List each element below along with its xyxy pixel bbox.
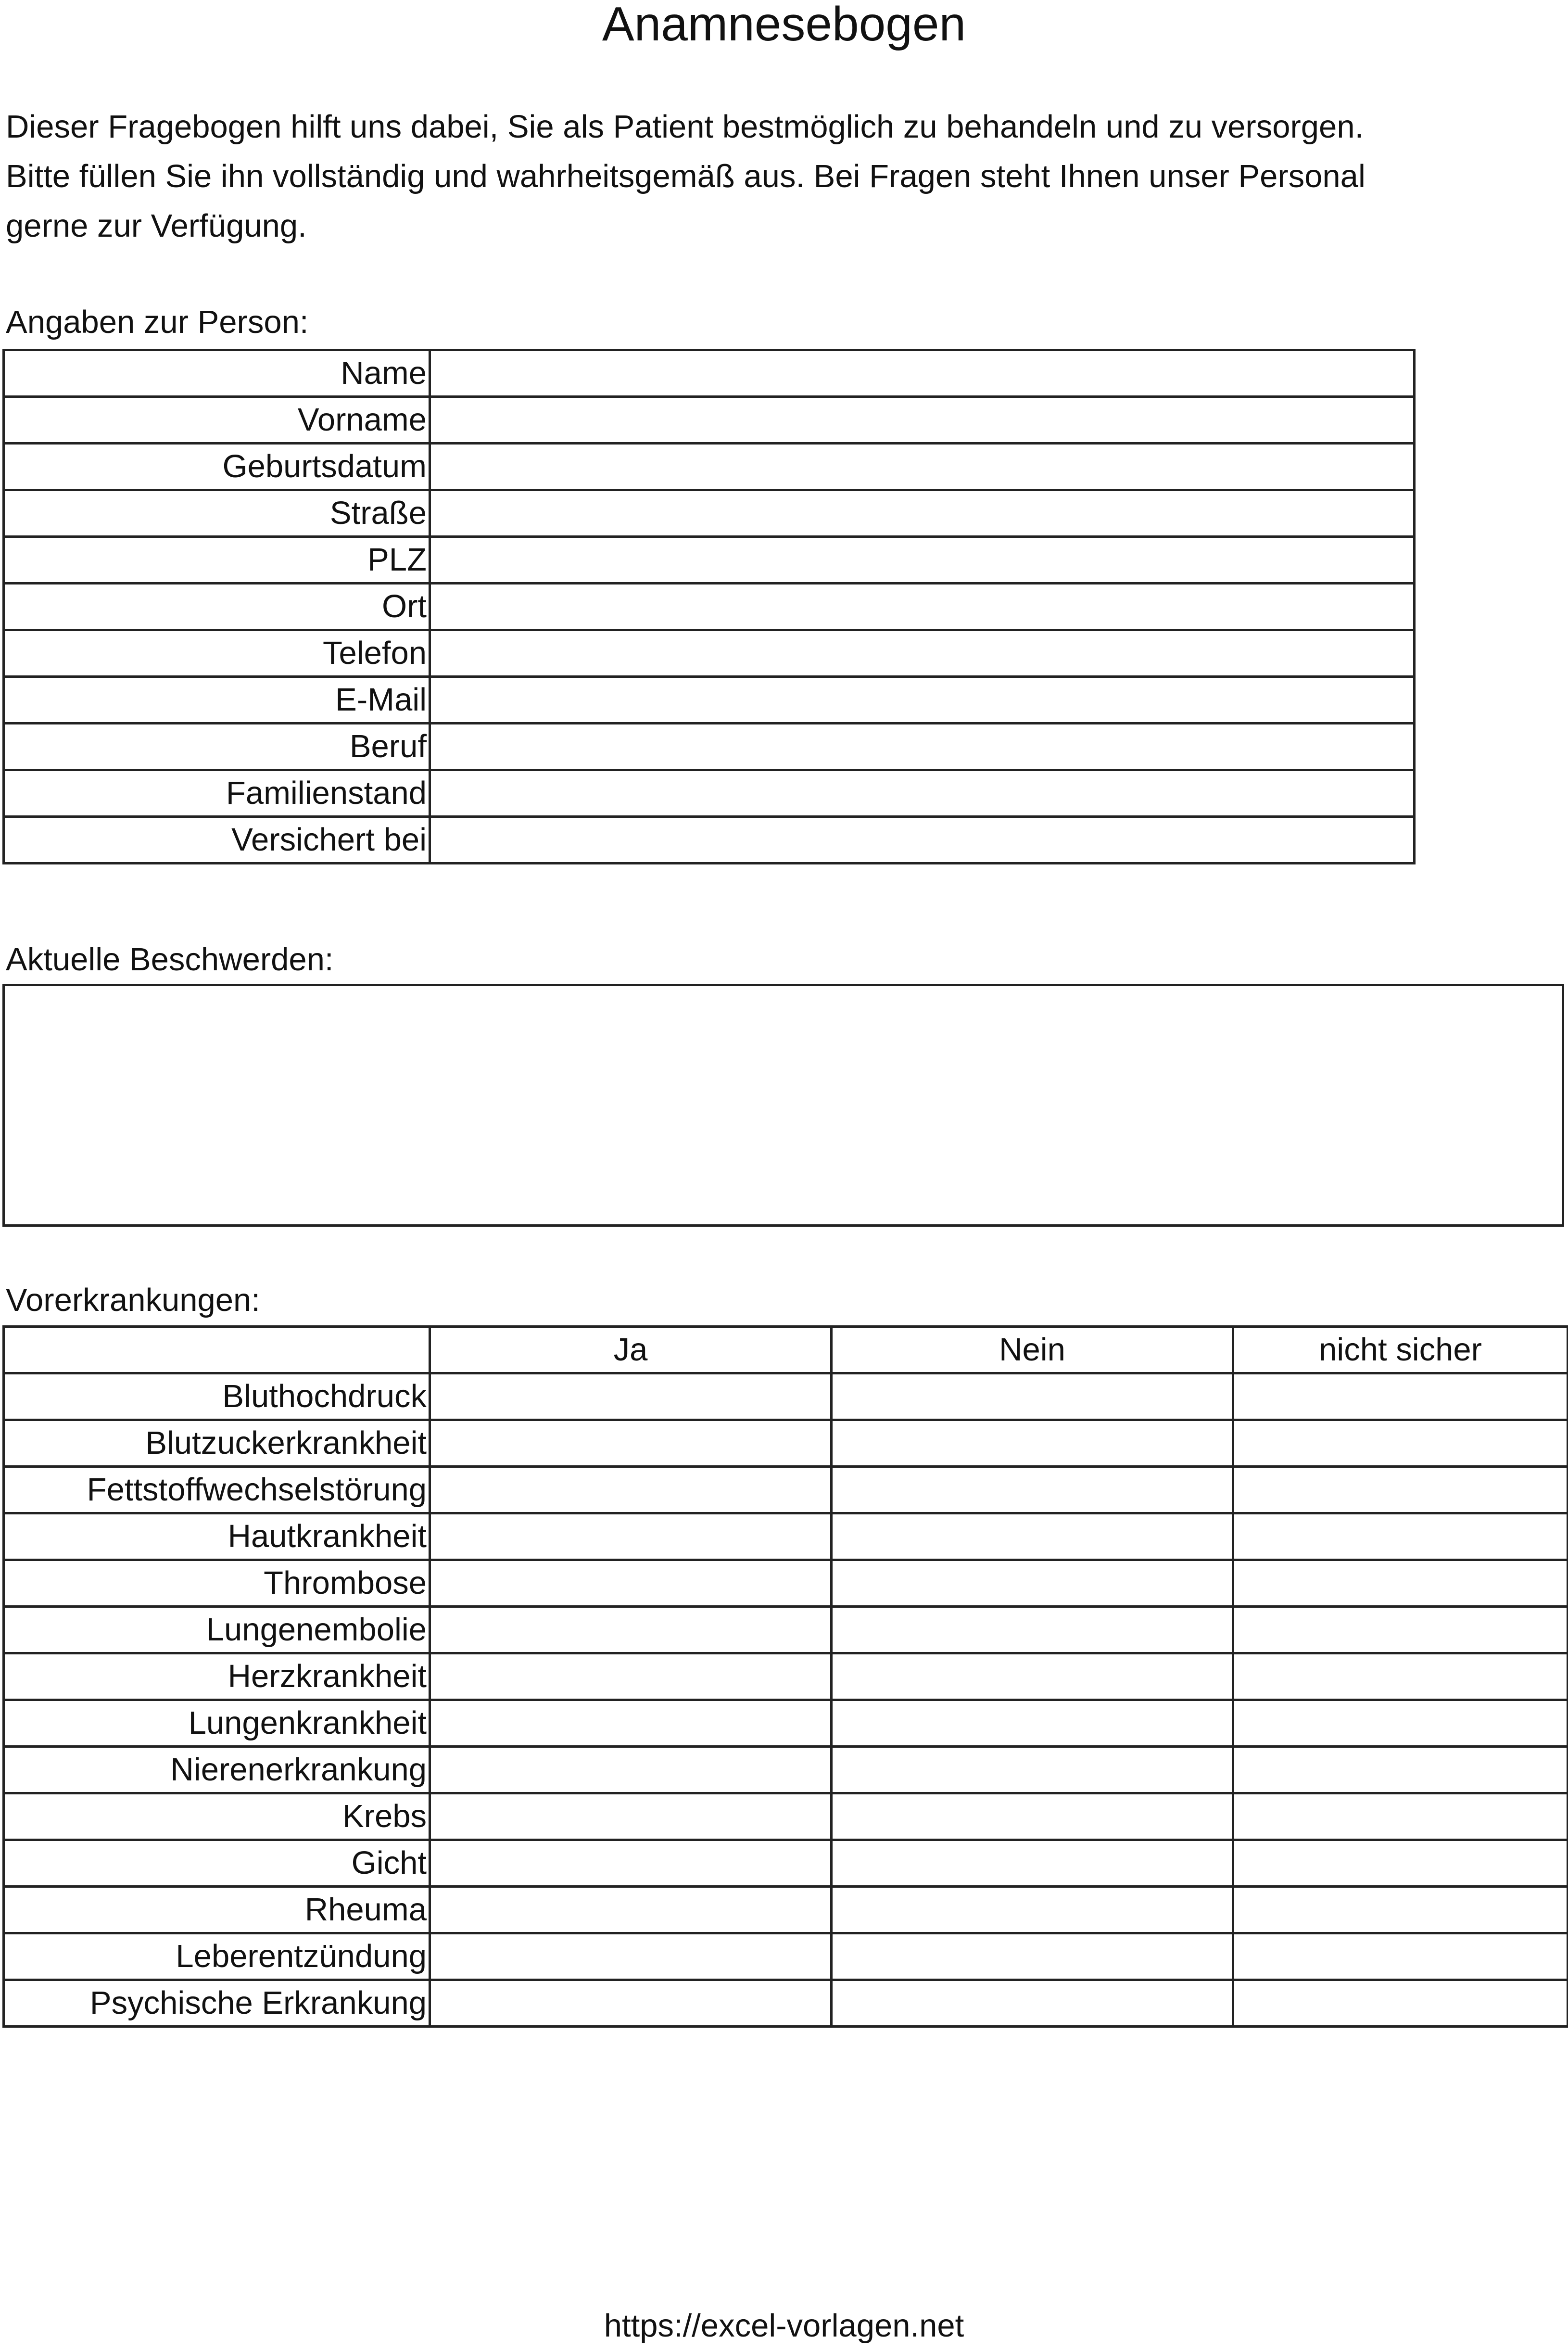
field-label: E-Mail bbox=[4, 677, 430, 724]
field-label: Vorname bbox=[4, 397, 430, 444]
answer-cell[interactable] bbox=[430, 1560, 832, 1607]
answer-cell[interactable] bbox=[1233, 1700, 1568, 1747]
answer-cell[interactable] bbox=[1233, 1933, 1568, 1980]
answer-cell[interactable] bbox=[1233, 1513, 1568, 1560]
personal-row bbox=[4, 817, 1415, 864]
conditions-header-row bbox=[4, 1327, 1568, 1373]
field-input[interactable] bbox=[430, 537, 1415, 584]
personal-row bbox=[4, 724, 1415, 770]
answer-cell[interactable] bbox=[430, 1840, 832, 1887]
answer-cell[interactable] bbox=[832, 1653, 1233, 1700]
condition-label: Herzkrankheit bbox=[4, 1653, 430, 1700]
conditions-section-heading: Vorerkrankungen: bbox=[6, 1282, 260, 1318]
field-label: Name bbox=[4, 350, 430, 397]
personal-row bbox=[4, 490, 1415, 537]
answer-cell[interactable] bbox=[430, 1373, 832, 1420]
field-input[interactable] bbox=[430, 770, 1415, 817]
personal-section-heading: Angaben zur Person: bbox=[6, 304, 309, 340]
field-label: Familienstand bbox=[4, 770, 430, 817]
personal-row bbox=[4, 677, 1415, 724]
condition-row bbox=[4, 1607, 1568, 1653]
condition-label: Lungenembolie bbox=[4, 1607, 430, 1653]
answer-cell[interactable] bbox=[832, 1933, 1233, 1980]
personal-row bbox=[4, 444, 1415, 490]
condition-label: Leberentzündung bbox=[4, 1933, 430, 1980]
answer-cell[interactable] bbox=[1233, 1887, 1568, 1933]
condition-label: Gicht bbox=[4, 1840, 430, 1887]
personal-row bbox=[4, 350, 1415, 397]
field-input[interactable] bbox=[430, 817, 1415, 864]
condition-row bbox=[4, 1747, 1568, 1793]
answer-cell[interactable] bbox=[832, 1700, 1233, 1747]
condition-label: Hautkrankheit bbox=[4, 1513, 430, 1560]
personal-info-table bbox=[2, 349, 1416, 864]
answer-cell[interactable] bbox=[1233, 1607, 1568, 1653]
condition-row bbox=[4, 1980, 1568, 2027]
condition-row bbox=[4, 1373, 1568, 1420]
field-input[interactable] bbox=[430, 677, 1415, 724]
answer-cell[interactable] bbox=[832, 1793, 1233, 1840]
answer-cell[interactable] bbox=[832, 1560, 1233, 1607]
condition-label: Psychische Erkrankung bbox=[4, 1980, 430, 2027]
answer-cell[interactable] bbox=[430, 1747, 832, 1793]
condition-label: Lungenkrankheit bbox=[4, 1700, 430, 1747]
condition-label: Rheuma bbox=[4, 1887, 430, 1933]
answer-cell[interactable] bbox=[1233, 1793, 1568, 1840]
personal-row bbox=[4, 770, 1415, 817]
condition-row bbox=[4, 1420, 1568, 1467]
field-input[interactable] bbox=[430, 724, 1415, 770]
answer-cell[interactable] bbox=[832, 1887, 1233, 1933]
field-input[interactable] bbox=[430, 397, 1415, 444]
column-header: nicht sicher bbox=[1233, 1327, 1568, 1373]
field-input[interactable] bbox=[430, 584, 1415, 630]
field-input[interactable] bbox=[430, 444, 1415, 490]
field-label: PLZ bbox=[4, 537, 430, 584]
answer-cell[interactable] bbox=[430, 1933, 832, 1980]
answer-cell[interactable] bbox=[430, 1607, 832, 1653]
answer-cell[interactable] bbox=[832, 1373, 1233, 1420]
condition-label: Thrombose bbox=[4, 1560, 430, 1607]
field-input[interactable] bbox=[430, 490, 1415, 537]
answer-cell[interactable] bbox=[1233, 1980, 1568, 2027]
condition-row bbox=[4, 1560, 1568, 1607]
conditions-table bbox=[2, 1325, 1568, 2028]
condition-row bbox=[4, 1653, 1568, 1700]
answer-cell[interactable] bbox=[832, 1747, 1233, 1793]
field-label: Geburtsdatum bbox=[4, 444, 430, 490]
condition-row bbox=[4, 1793, 1568, 1840]
complaints-section-heading: Aktuelle Beschwerden: bbox=[6, 941, 334, 978]
column-header: Nein bbox=[832, 1327, 1233, 1373]
answer-cell[interactable] bbox=[1233, 1653, 1568, 1700]
condition-label: Nierenerkrankung bbox=[4, 1747, 430, 1793]
answer-cell[interactable] bbox=[832, 1467, 1233, 1513]
answer-cell[interactable] bbox=[832, 1980, 1233, 2027]
field-input[interactable] bbox=[430, 350, 1415, 397]
condition-row bbox=[4, 1513, 1568, 1560]
field-label: Telefon bbox=[4, 630, 430, 677]
answer-cell[interactable] bbox=[430, 1700, 832, 1747]
condition-row bbox=[4, 1700, 1568, 1747]
personal-row bbox=[4, 537, 1415, 584]
condition-label: Blutzuckerkrankheit bbox=[4, 1420, 430, 1467]
field-label: Versichert bei bbox=[4, 817, 430, 864]
answer-cell[interactable] bbox=[430, 1980, 832, 2027]
condition-row bbox=[4, 1933, 1568, 1980]
answer-cell[interactable] bbox=[1233, 1373, 1568, 1420]
answer-cell[interactable] bbox=[832, 1420, 1233, 1467]
header-corner-cell bbox=[4, 1327, 430, 1373]
condition-row bbox=[4, 1887, 1568, 1933]
intro-line: gerne zur Verfügung. bbox=[6, 208, 307, 244]
intro-line: Bitte füllen Sie ihn vollständig und wahrheitsgemäß aus. Bei Fragen steht Ihnen unser Personal bbox=[6, 158, 1366, 194]
answer-cell[interactable] bbox=[430, 1467, 832, 1513]
answer-cell[interactable] bbox=[832, 1513, 1233, 1560]
answer-cell[interactable] bbox=[1233, 1467, 1568, 1513]
condition-label: Krebs bbox=[4, 1793, 430, 1840]
answer-cell[interactable] bbox=[1233, 1840, 1568, 1887]
condition-row bbox=[4, 1467, 1568, 1513]
personal-row bbox=[4, 397, 1415, 444]
answer-cell[interactable] bbox=[1233, 1560, 1568, 1607]
answer-cell[interactable] bbox=[430, 1513, 832, 1560]
field-label: Straße bbox=[4, 490, 430, 537]
answer-cell[interactable] bbox=[832, 1607, 1233, 1653]
answer-cell[interactable] bbox=[430, 1653, 832, 1700]
condition-label: Fettstoffwechselstörung bbox=[4, 1467, 430, 1513]
answer-cell[interactable] bbox=[430, 1793, 832, 1840]
field-input[interactable] bbox=[430, 630, 1415, 677]
field-label: Beruf bbox=[4, 724, 430, 770]
personal-row bbox=[4, 630, 1415, 677]
condition-label: Bluthochdruck bbox=[4, 1373, 430, 1420]
intro-text bbox=[6, 102, 1497, 251]
answer-cell[interactable] bbox=[430, 1887, 832, 1933]
answer-cell[interactable] bbox=[832, 1840, 1233, 1887]
intro-line: Dieser Fragebogen hilft uns dabei, Sie als Patient bestmöglich zu behandeln und zu versorgen. bbox=[6, 109, 1364, 145]
complaints-field[interactable] bbox=[2, 984, 1564, 1227]
answer-cell[interactable] bbox=[1233, 1747, 1568, 1793]
column-header: Ja bbox=[430, 1327, 832, 1373]
personal-row bbox=[4, 584, 1415, 630]
answer-cell[interactable] bbox=[1233, 1420, 1568, 1467]
condition-row bbox=[4, 1840, 1568, 1887]
page-title: Anamnesebogen bbox=[602, 0, 966, 51]
answer-cell[interactable] bbox=[430, 1420, 832, 1467]
field-label: Ort bbox=[4, 584, 430, 630]
footer-url: https://excel-vorlagen.net bbox=[604, 2308, 964, 2344]
